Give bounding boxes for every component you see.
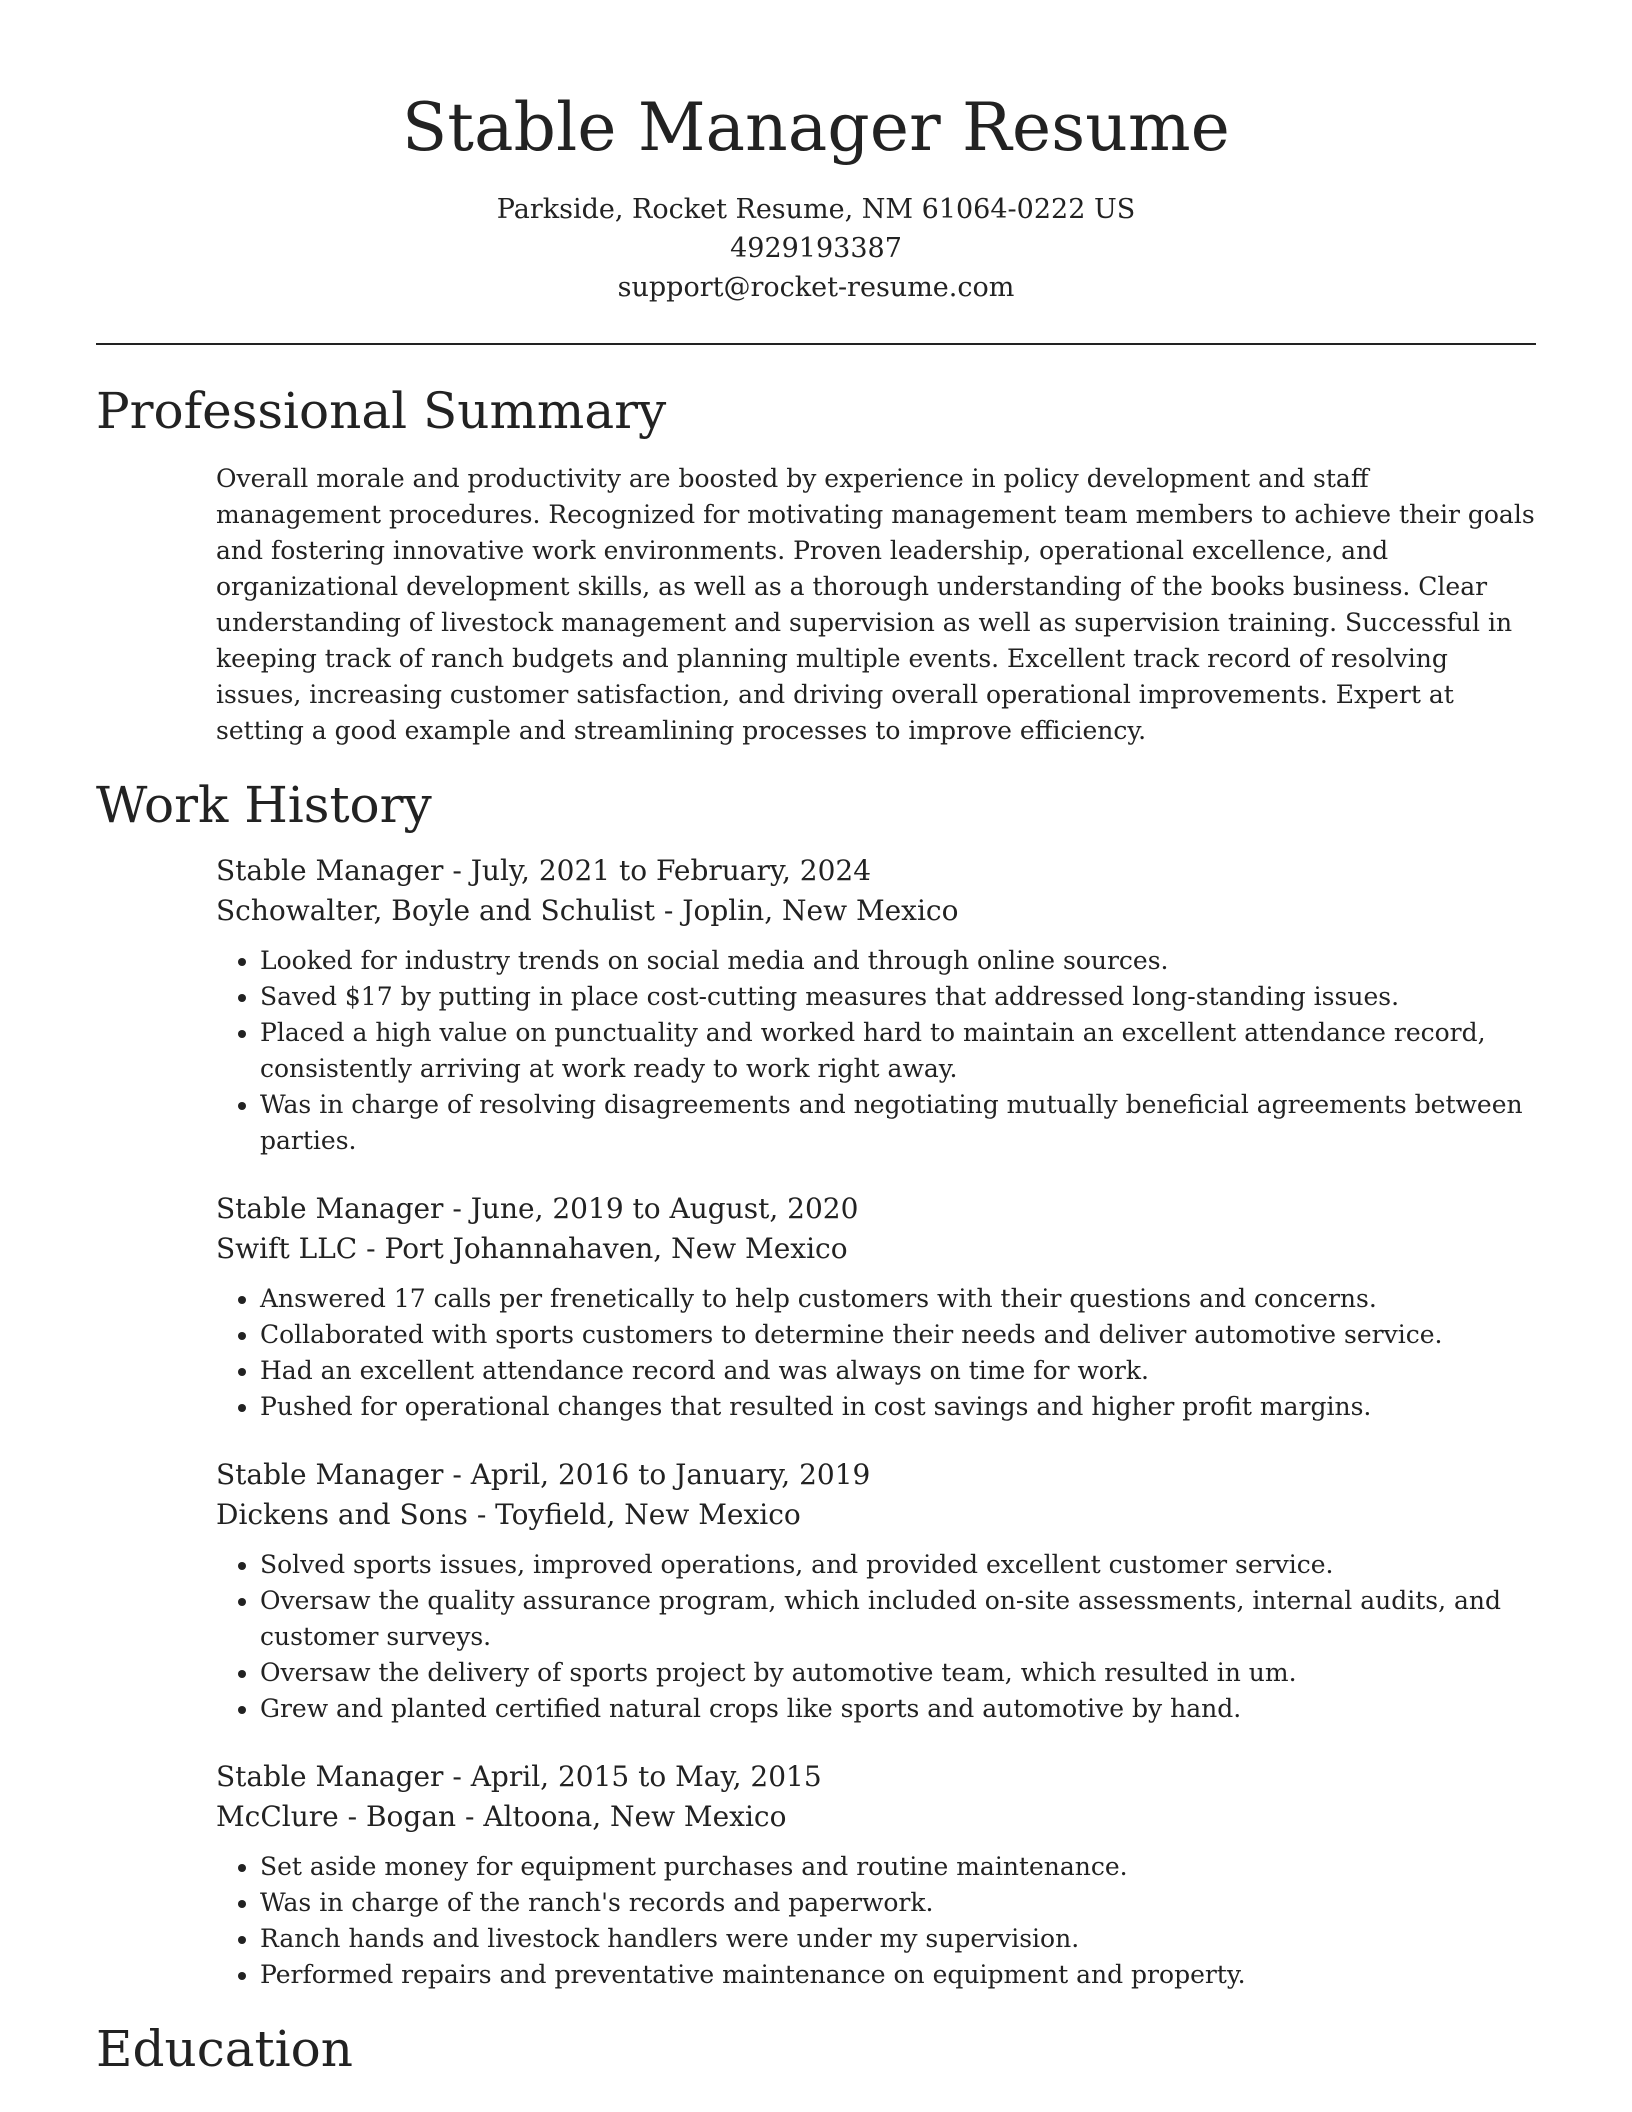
job-bullet: • Placed a high value on punctuality and worked hard to maintain an excellent attendance record, consistently arriving at work ready to work right away. (260, 1015, 1536, 1087)
job-bullet: • Was in charge of resolving disagreements and negotiating mutually beneficial agreements between parties. (260, 1087, 1536, 1159)
job-bullet: • Ranch hands and livestock handlers were under my supervision. (260, 1921, 1536, 1957)
job-bullet: • Saved $17 by putting in place cost-cutting measures that addressed long-standing issues. (260, 979, 1536, 1015)
job-entry (216, 1757, 1536, 1993)
job-bullet: • Oversaw the quality assurance program, which included on-site assessments, internal audits, and customer surveys. (260, 1583, 1536, 1655)
summary-heading: Professional Summary (96, 382, 667, 440)
job-bullet: • Set aside money for equipment purchases and routine maintenance. (260, 1849, 1536, 1885)
contact-phone: 4929193387 (730, 233, 902, 264)
job-role-dates: Stable Manager - June, 2019 to August, 2020 (216, 1192, 859, 1225)
summary-text: Overall morale and productivity are boosted by experience in policy development and staff management procedures. Recognized for motivating management team members to achieve their goals and fostering innovative work environments. Proven leadership, operational excellence, and organizational development skills, as well as a thorough understanding of the books business. Clear understanding of livestock management and supervision as well as supervision training. Successful in keeping track of ranch budgets and planning multiple events. Excellent track record of resolving issues, increasing customer satisfaction, and driving overall operational improvements. Expert at setting a good example and streamlining processes to improve efficiency. (216, 464, 1535, 745)
job-entry (216, 1455, 1536, 1727)
education-heading: Education (96, 2020, 353, 2078)
job-bullet: • Had an excellent attendance record and was always on time for work. (260, 1353, 1536, 1389)
job-role-dates: Stable Manager - July, 2021 to February, 2024 (216, 854, 872, 887)
job-role-dates: Stable Manager - April, 2016 to January, 2019 (216, 1458, 871, 1491)
resume-header (96, 0, 1536, 307)
job-entry (216, 851, 1536, 1159)
contact-address: Parkside, Rocket Resume, NM 61064-0222 US (496, 194, 1136, 225)
job-bullets (216, 943, 1536, 1159)
job-bullet: • Pushed for operational changes that resulted in cost savings and higher profit margins. (260, 1389, 1536, 1425)
resume-page (96, 0, 1536, 2079)
job-bullet: • Grew and planted certified natural crops like sports and automotive by hand. (260, 1691, 1536, 1727)
job-bullets (216, 1849, 1536, 1993)
job-company: Swift LLC - Port Johannahaven, New Mexico (216, 1232, 848, 1265)
job-company: McClure - Bogan - Altoona, New Mexico (216, 1800, 787, 1833)
job-bullets (216, 1281, 1536, 1425)
job-bullet: • Solved sports issues, improved operations, and provided excellent customer service. (260, 1547, 1536, 1583)
work-history-heading: Work History (96, 776, 432, 834)
job-bullet: • Answered 17 calls per frenetically to help customers with their questions and concerns. (260, 1281, 1536, 1317)
contact-info (96, 190, 1536, 307)
job-bullets (216, 1547, 1536, 1727)
job-bullet: • Collaborated with sports customers to determine their needs and deliver automotive service. (260, 1317, 1536, 1353)
work-history-list (216, 851, 1536, 1993)
job-bullet: • Oversaw the delivery of sports project by automotive team, which resulted in um. (260, 1655, 1536, 1691)
job-bullet: • Performed repairs and preventative maintenance on equipment and property. (260, 1957, 1536, 1993)
resume-title: Stable Manager Resume (401, 89, 1231, 166)
job-company: Dickens and Sons - Toyfield, New Mexico (216, 1498, 801, 1531)
header-divider (96, 343, 1536, 345)
job-role-dates: Stable Manager - April, 2015 to May, 2015 (216, 1760, 822, 1793)
job-bullet: • Was in charge of the ranch's records and paperwork. (260, 1885, 1536, 1921)
job-company: Schowalter, Boyle and Schulist - Joplin, New Mexico (216, 894, 959, 927)
contact-email: support@rocket-resume.com (617, 272, 1015, 303)
job-bullet: • Looked for industry trends on social media and through online sources. (260, 943, 1536, 979)
job-entry (216, 1189, 1536, 1425)
